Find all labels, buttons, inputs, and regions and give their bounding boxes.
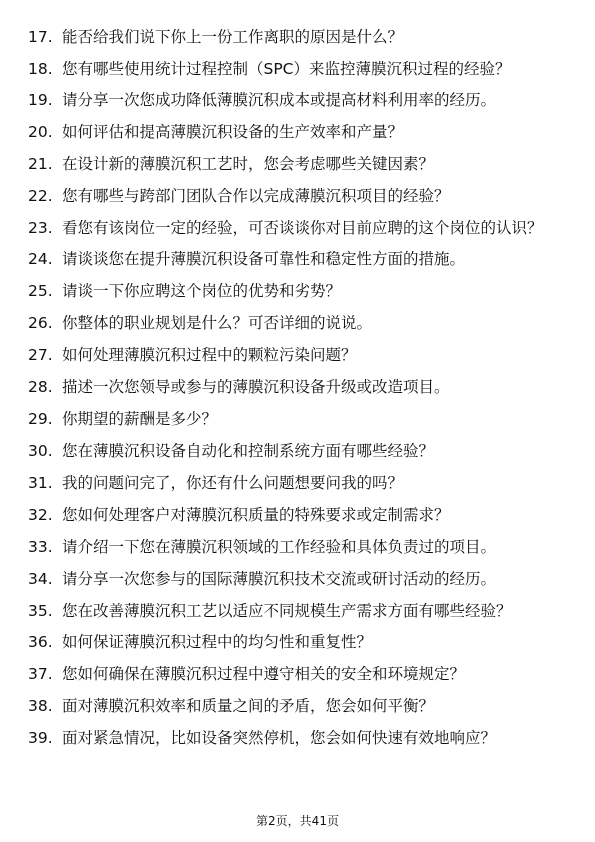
question-item bbox=[28, 600, 568, 623]
question-item bbox=[28, 344, 568, 367]
question-item bbox=[28, 663, 568, 686]
question-item bbox=[28, 376, 568, 399]
question-text: 你期望的薪酬是多少？ bbox=[62, 410, 218, 428]
question-text: 您如何确保在薄膜沉积过程中遵守相关的安全和环境规定？ bbox=[62, 665, 466, 683]
question-text: 请谈谈您在提升薄膜沉积设备可靠性和稳定性方面的措施。 bbox=[62, 250, 466, 268]
question-item bbox=[28, 121, 568, 144]
question-text: 如何保证薄膜沉积过程中的均匀性和重复性？ bbox=[62, 633, 373, 651]
question-item bbox=[28, 695, 568, 718]
question-item bbox=[28, 89, 568, 112]
question-text: 您如何处理客户对薄膜沉积质量的特殊要求或定制需求？ bbox=[62, 506, 450, 524]
question-number: 18. bbox=[28, 60, 53, 78]
question-number: 22. bbox=[28, 187, 53, 205]
question-number: 28. bbox=[28, 378, 53, 396]
question-number: 39. bbox=[28, 729, 53, 747]
question-item bbox=[28, 58, 568, 81]
question-number: 31. bbox=[28, 474, 53, 492]
question-number: 21. bbox=[28, 155, 53, 173]
question-text: 如何处理薄膜沉积过程中的颗粒污染问题？ bbox=[62, 346, 357, 364]
question-number: 32. bbox=[28, 506, 53, 524]
question-text: 您在薄膜沉积设备自动化和控制系统方面有哪些经验？ bbox=[62, 442, 435, 460]
question-item bbox=[28, 408, 568, 431]
question-number: 30. bbox=[28, 442, 53, 460]
page-number-label: 第2页，共41页 bbox=[256, 814, 339, 828]
question-number: 26. bbox=[28, 314, 53, 332]
question-item bbox=[28, 217, 568, 240]
question-number: 23. bbox=[28, 219, 53, 237]
question-text: 能否给我们说下你上一份工作离职的原因是什么？ bbox=[62, 28, 404, 46]
question-number: 38. bbox=[28, 697, 53, 715]
question-number: 29. bbox=[28, 410, 53, 428]
question-item bbox=[28, 727, 568, 750]
question-text: 您在改善薄膜沉积工艺以适应不同规模生产需求方面有哪些经验？ bbox=[62, 602, 512, 620]
question-item bbox=[28, 568, 568, 591]
question-number: 17. bbox=[28, 28, 53, 46]
question-text: 在设计新的薄膜沉积工艺时，您会考虑哪些关键因素？ bbox=[62, 155, 435, 173]
question-item bbox=[28, 153, 568, 176]
question-text: 面对紧急情况，比如设备突然停机，您会如何快速有效地响应？ bbox=[62, 729, 497, 747]
question-text: 看您有该岗位一定的经验，可否谈谈你对目前应聘的这个岗位的认识？ bbox=[62, 219, 543, 237]
question-text: 请介绍一下您在薄膜沉积领域的工作经验和具体负责过的项目。 bbox=[62, 538, 497, 556]
question-list bbox=[28, 26, 568, 759]
question-number: 24. bbox=[28, 250, 53, 268]
question-number: 36. bbox=[28, 633, 53, 651]
question-item bbox=[28, 504, 568, 527]
question-item bbox=[28, 280, 568, 303]
question-number: 34. bbox=[28, 570, 53, 588]
question-item bbox=[28, 536, 568, 559]
question-item bbox=[28, 185, 568, 208]
question-text: 您有哪些与跨部门团队合作以完成薄膜沉积项目的经验？ bbox=[62, 187, 450, 205]
question-number: 35. bbox=[28, 602, 53, 620]
question-text: 描述一次您领导或参与的薄膜沉积设备升级或改造项目。 bbox=[62, 378, 450, 396]
question-item bbox=[28, 472, 568, 495]
question-number: 27. bbox=[28, 346, 53, 364]
question-item bbox=[28, 26, 568, 49]
question-number: 37. bbox=[28, 665, 53, 683]
question-text: 你整体的职业规划是什么？可否详细的说说。 bbox=[62, 314, 373, 332]
question-text: 您有哪些使用统计过程控制（SPC）来监控薄膜沉积过程的经验？ bbox=[62, 60, 511, 78]
question-text: 请分享一次您参与的国际薄膜沉积技术交流或研讨活动的经历。 bbox=[62, 570, 497, 588]
question-item bbox=[28, 440, 568, 463]
page-footer bbox=[0, 813, 595, 829]
question-text: 请谈一下你应聘这个岗位的优势和劣势？ bbox=[62, 282, 342, 300]
question-text: 如何评估和提高薄膜沉积设备的生产效率和产量？ bbox=[62, 123, 404, 141]
question-text: 面对薄膜沉积效率和质量之间的矛盾，您会如何平衡？ bbox=[62, 697, 435, 715]
question-text: 请分享一次您成功降低薄膜沉积成本或提高材料利用率的经历。 bbox=[62, 91, 497, 109]
question-item bbox=[28, 312, 568, 335]
question-number: 33. bbox=[28, 538, 53, 556]
question-text: 我的问题问完了，你还有什么问题想要问我的吗？ bbox=[62, 474, 404, 492]
question-number: 20. bbox=[28, 123, 53, 141]
question-number: 25. bbox=[28, 282, 53, 300]
question-item bbox=[28, 248, 568, 271]
question-item bbox=[28, 631, 568, 654]
question-number: 19. bbox=[28, 91, 53, 109]
